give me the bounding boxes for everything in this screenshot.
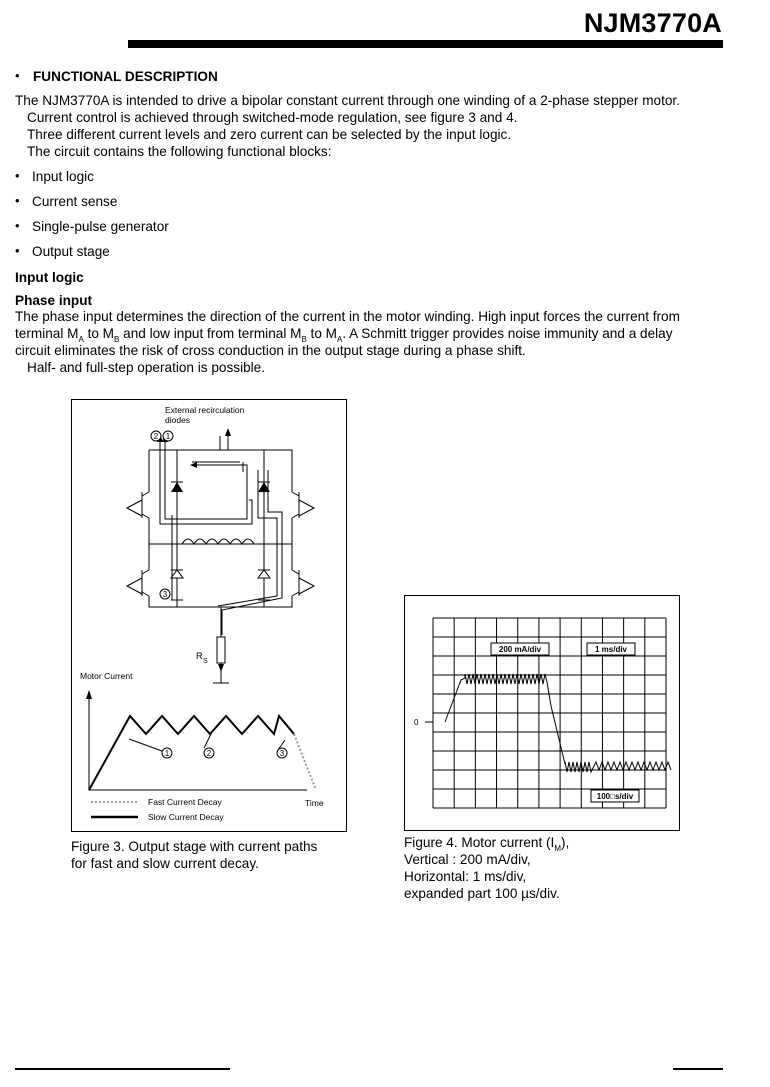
motor-current-trace — [445, 674, 671, 772]
figure4-caption — [404, 834, 569, 902]
subsection-heading: Input logic — [15, 270, 84, 285]
caption-line: Vertical : 200 mA/div, — [404, 852, 531, 867]
footer-rule-right — [673, 1068, 723, 1070]
diode-symbol — [171, 570, 183, 578]
phase-input-paragraph — [15, 308, 680, 376]
para-line: circuit eliminates the risk of cross conduction in the output stage during a phase shift. — [15, 343, 526, 358]
node-label: 2 — [153, 432, 159, 441]
caption-line: Horizontal: 1 ms/div, — [404, 869, 527, 884]
para-line: Half- and full-step operation is possible. — [27, 360, 266, 375]
figure3-diagram — [72, 400, 348, 833]
horizontal-scale-label: 1 ms/div — [594, 645, 628, 654]
diode-label: diodes — [165, 415, 191, 425]
caption-fragment: ), — [561, 835, 570, 850]
list-item: Single-pulse generator — [32, 219, 169, 234]
figure3-frame — [71, 399, 347, 832]
para-fragment: terminal M — [15, 326, 79, 341]
rs-subscript: S — [203, 658, 208, 665]
node-label: 1 — [165, 432, 171, 441]
title-rule — [128, 40, 723, 48]
caption-line: for fast and slow current decay. — [71, 856, 259, 871]
rs-label: R — [196, 651, 203, 661]
caption-line: expanded part 100 µs/div. — [404, 886, 560, 901]
caption-fragment: Figure 4. Motor current (I — [404, 835, 555, 850]
node-label: 3 — [279, 749, 285, 758]
list-bullet: • — [15, 168, 20, 183]
node-label: 1 — [164, 749, 170, 758]
fast-decay-curve — [294, 734, 316, 790]
legend-fast-label: Fast Current Decay — [148, 797, 222, 807]
intro-line: The NJM3770A is intended to drive a bipolar constant current through one winding of a 2-phase stepper motor. — [15, 93, 680, 108]
diode-symbol — [171, 482, 183, 492]
caption-line — [404, 834, 569, 851]
intro-line: Three different current levels and zero current can be selected by the input logic. — [27, 127, 512, 142]
subscript: B — [114, 335, 120, 344]
subscript: A — [78, 335, 84, 344]
list-item: Current sense — [32, 194, 118, 209]
para-fragment: to M — [83, 326, 115, 341]
subscript: B — [301, 335, 307, 344]
subsubsection-heading: Phase input — [15, 293, 93, 308]
time-label: Time — [305, 798, 324, 808]
expanded-scale-label: 100□s/div — [596, 792, 634, 801]
caption-line: Figure 3. Output stage with current paths — [71, 839, 318, 854]
para-fragment: and low input from terminal M — [119, 326, 302, 341]
zero-label: 0 — [414, 718, 419, 727]
vertical-scale-label: 200 mA/div — [498, 645, 542, 654]
list-item: Output stage — [32, 244, 110, 259]
figure3-caption — [71, 838, 317, 872]
figure4-frame — [404, 595, 680, 831]
list-bullet: • — [15, 243, 20, 258]
footer-rule-left — [15, 1068, 230, 1070]
para-fragment: . A Schmitt trigger provides noise immunity and a delay — [342, 326, 673, 341]
para-fragment: to M — [306, 326, 337, 341]
oscilloscope-plot — [405, 596, 681, 832]
intro-line: Current control is achieved through switched-mode regulation, see figure 3 and 4. — [27, 110, 518, 125]
node-label: 3 — [162, 590, 168, 599]
para-line: The phase input determines the direction of the current in the motor winding. High input forces the current from — [15, 309, 680, 324]
sense-resistor — [217, 637, 225, 663]
list-bullet: • — [15, 193, 20, 208]
graph-axes — [89, 692, 307, 790]
diode-symbol — [258, 570, 270, 578]
intro-paragraph — [15, 92, 680, 160]
document-title: NJM3770A — [583, 8, 722, 38]
legend-slow-label: Slow Current Decay — [148, 812, 224, 822]
intro-line: The circuit contains the following functional blocks: — [27, 144, 332, 159]
slow-decay-curve — [89, 716, 294, 790]
heading-bullet: • — [15, 68, 20, 83]
graph-label: Motor Current — [80, 671, 133, 681]
section-heading: FUNCTIONAL DESCRIPTION — [33, 69, 218, 84]
list-item: Input logic — [32, 169, 94, 184]
list-bullet: • — [15, 218, 20, 233]
subscript: A — [337, 335, 343, 344]
diode-label: External recirculation — [165, 405, 245, 415]
winding-coil — [182, 539, 254, 544]
node-label: 2 — [206, 749, 212, 758]
para-line — [15, 325, 680, 342]
subscript: M — [554, 844, 562, 853]
